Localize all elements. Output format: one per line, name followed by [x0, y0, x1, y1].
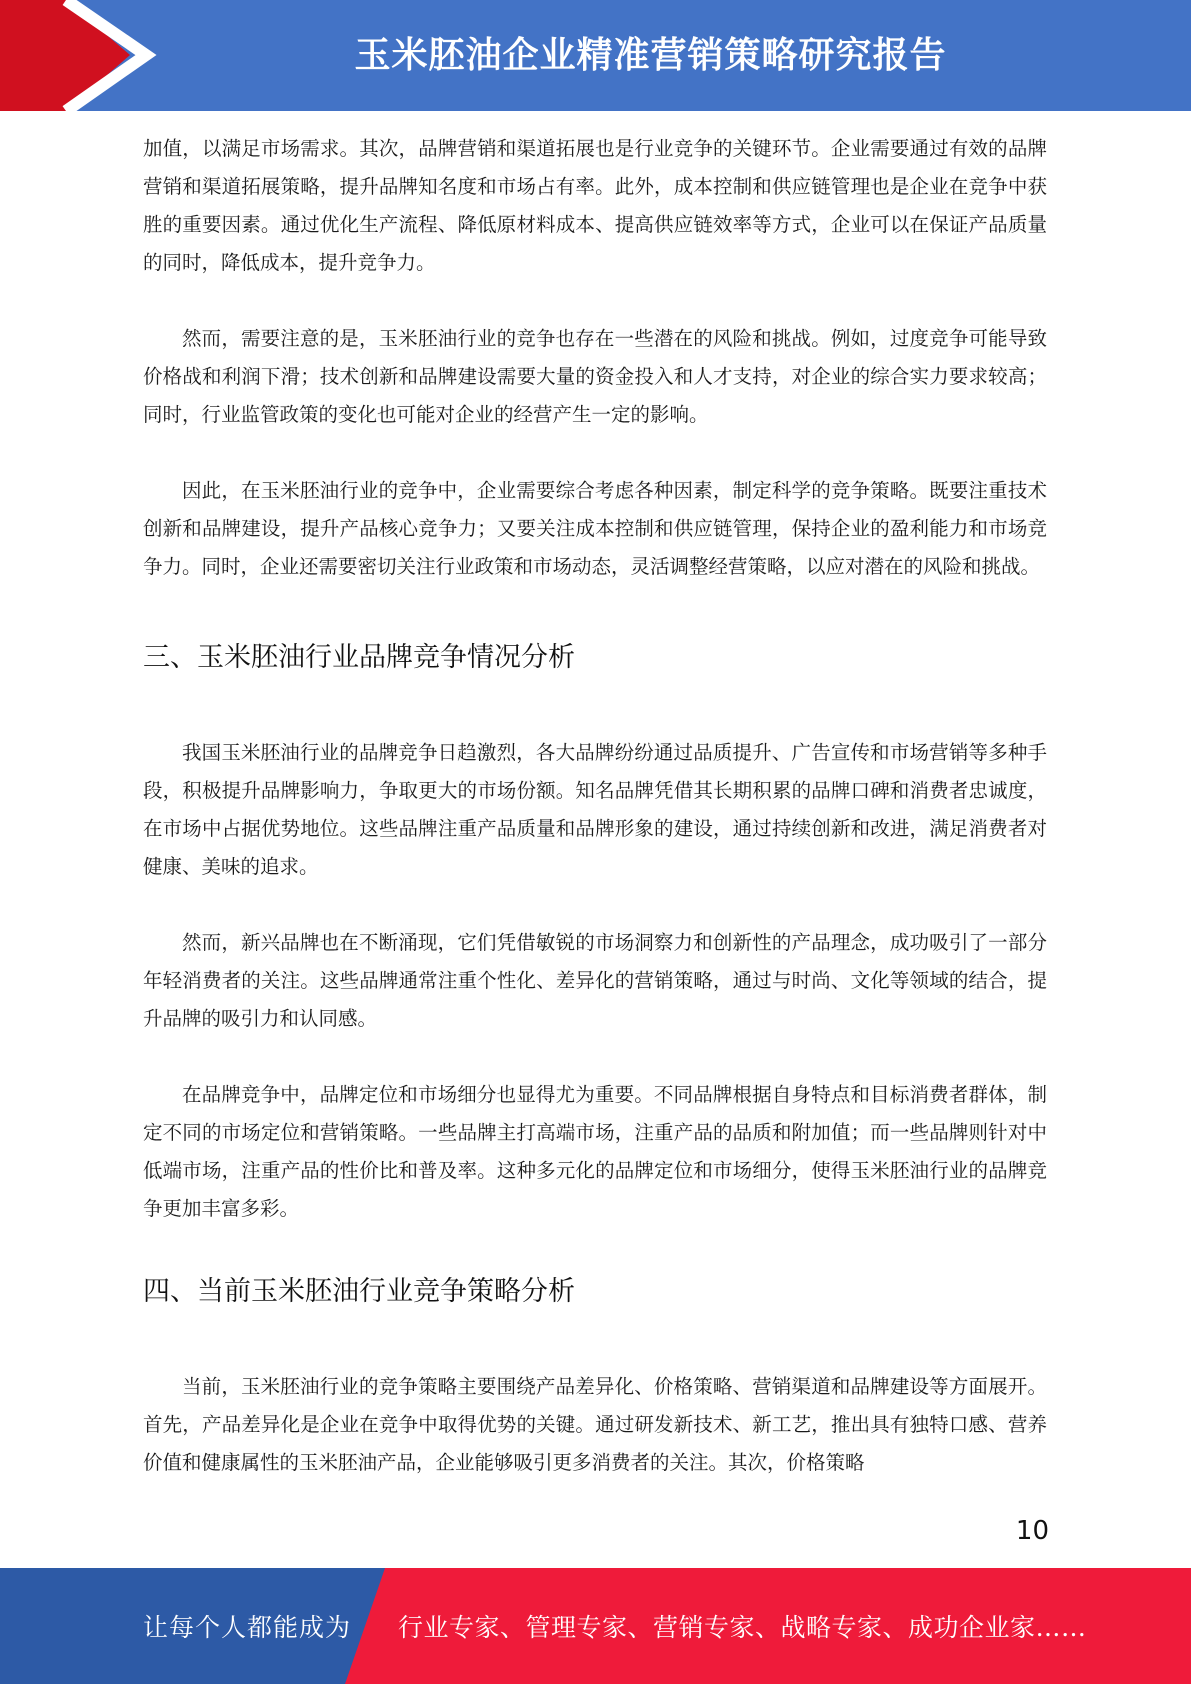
report-footer	[0, 1568, 1191, 1684]
header-chevron-decoration	[0, 0, 160, 111]
report-header	[0, 0, 1191, 111]
paragraph: 因此，在玉米胚油行业的竞争中，企业需要综合考虑各种因素，制定科学的竞争策略。既要注重技术创新和品牌建设，提升产品核心竞争力；又要关注成本控制和供应链管理，保持企业的盈利能力和市场竞争力。同时，企业还需要密切关注行业政策和市场动态，灵活调整经营策略，以应对潜在的风险和挑战。	[143, 479, 1047, 578]
paragraph: 然而，需要注意的是，玉米胚油行业的竞争也存在一些潜在的风险和挑战。例如，过度竞争可能导致价格战和利润下滑；技术创新和品牌建设需要大量的资金投入和人才支持，对企业的综合实力要求较高；同时，行业监管政策的变化也可能对企业的经营产生一定的影响。	[143, 327, 1047, 426]
paragraph: 我国玉米胚油行业的品牌竞争日趋激烈，各大品牌纷纷通过品质提升、广告宣传和市场营销等多种手段，积极提升品牌影响力，争取更大的市场份额。知名品牌凭借其长期积累的品牌口碑和消费者忠诚度，在市场中占据优势地位。这些品牌注重产品质量和品牌形象的建设，通过持续创新和改进，满足消费者对健康、美味的追求。	[143, 741, 1047, 878]
paragraph: 在品牌竞争中，品牌定位和市场细分也显得尤为重要。不同品牌根据自身特点和目标消费者群体，制定不同的市场定位和营销策略。一些品牌主打高端市场，注重产品的品质和附加值；而一些品牌则针对中低端市场，注重产品的性价比和普及率。这种多元化的品牌定位和市场细分，使得玉米胚油行业的品牌竞争更加丰富多彩。	[143, 1083, 1047, 1220]
section-heading-3: 三、玉米胚油行业品牌竞争情况分析	[143, 642, 575, 673]
footer-slogan-left: 让每个人都能成为	[143, 1613, 352, 1642]
paragraph: 当前，玉米胚油行业的竞争策略主要围绕产品差异化、价格策略、营销渠道和品牌建设等方面展开。首先，产品差异化是企业在竞争中取得优势的关键。通过研发新技术、新工艺，推出具有独特口感、营养价值和健康属性的玉米胚油产品，企业能够吸引更多消费者的关注。其次，价格策略	[143, 1375, 1047, 1474]
page-content	[143, 130, 1047, 1482]
report-title: 玉米胚油企业精准营销策略研究报告	[354, 34, 947, 76]
section-heading-4: 四、当前玉米胚油行业竞争策略分析	[143, 1276, 575, 1307]
paragraph: 然而，新兴品牌也在不断涌现，它们凭借敏锐的市场洞察力和创新性的产品理念，成功吸引了一部分年轻消费者的关注。这些品牌通常注重个性化、差异化的营销策略，通过与时尚、文化等领域的结合，提升品牌的吸引力和认同感。	[143, 931, 1047, 1030]
chevron-red-shape	[0, 0, 130, 111]
page-number: 10	[1015, 1516, 1049, 1546]
paragraph: 加值，以满足市场需求。其次，品牌营销和渠道拓展也是行业竞争的关键环节。企业需要通过有效的品牌营销和渠道拓展策略，提升品牌知名度和市场占有率。此外，成本控制和供应链管理也是企业在竞争中获胜的重要因素。通过优化生产流程、降低原材料成本、提高供应链效率等方式，企业可以在保证产品质量的同时，降低成本，提升竞争力。	[143, 137, 1047, 274]
footer-slogan-right: 行业专家、管理专家、营销专家、战略专家、成功企业家……	[398, 1613, 1087, 1642]
